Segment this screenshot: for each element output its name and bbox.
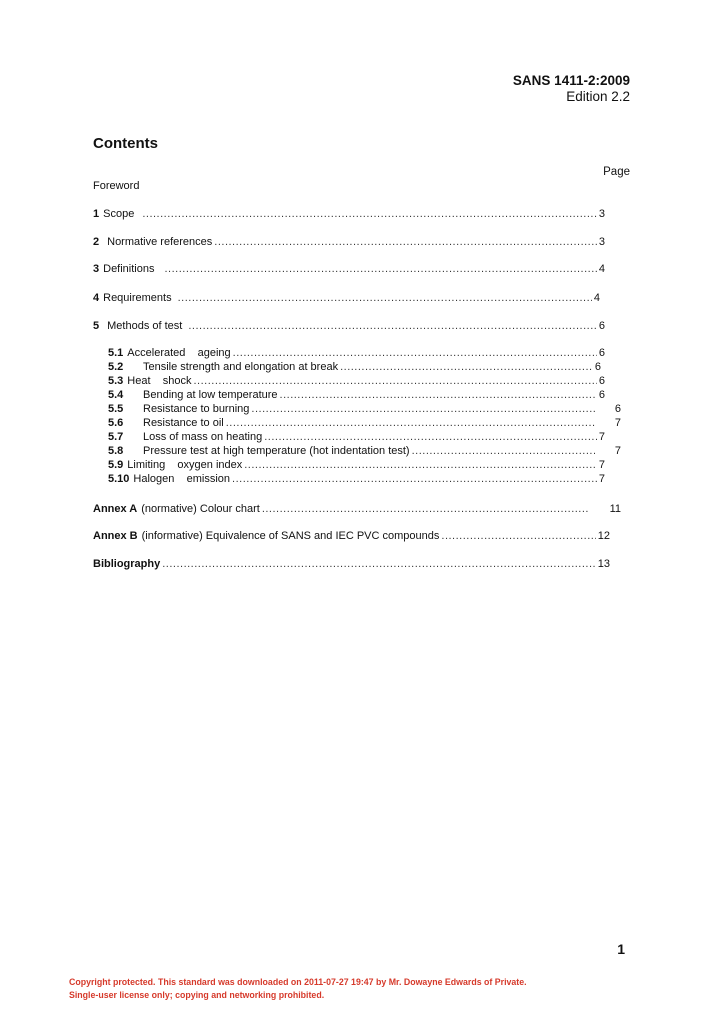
toc-entry-label: Limiting oxygen index bbox=[127, 459, 243, 471]
toc-entry-normative-references[interactable] bbox=[93, 236, 605, 249]
toc-entry-number: 5.3 bbox=[108, 375, 124, 387]
copyright-line-1: Copyright protected. This standard was downloaded on 2011-07-27 19:47 by Mr. Dowayne Edwards of Private. bbox=[69, 977, 527, 987]
toc-entry-page: 6 bbox=[614, 403, 621, 415]
toc-entry-requirements[interactable] bbox=[93, 292, 600, 305]
toc-entry-scope[interactable] bbox=[93, 208, 605, 221]
toc-entry-page: 6 bbox=[598, 375, 605, 387]
leader-dots bbox=[142, 208, 597, 221]
toc-entry-methods-of-test[interactable] bbox=[93, 320, 605, 333]
toc-entry-page: 3 bbox=[598, 208, 605, 220]
toc-subentry-5-7[interactable] bbox=[108, 431, 605, 444]
toc-entry-page: 3 bbox=[598, 236, 605, 248]
toc-entry-label: Halogen emission bbox=[133, 473, 231, 485]
toc-subentry-5-4[interactable] bbox=[108, 389, 605, 402]
leader-dots bbox=[262, 503, 588, 516]
toc-entry-number: 5.9 bbox=[108, 459, 124, 471]
leader-dots bbox=[188, 320, 597, 333]
toc-subentry-5-9[interactable] bbox=[108, 459, 605, 472]
leader-dots bbox=[251, 403, 594, 416]
toc-subentry-5-1[interactable] bbox=[108, 347, 605, 360]
toc-entry-foreword[interactable] bbox=[93, 180, 139, 193]
toc-entry-page: 7 bbox=[598, 431, 605, 443]
toc-subentry-5-3[interactable] bbox=[108, 375, 605, 388]
toc-entry-number: 4 bbox=[93, 292, 100, 304]
leader-dots bbox=[280, 389, 597, 402]
toc-entry-page: 13 bbox=[597, 558, 610, 570]
page-column-label: Page bbox=[603, 166, 630, 178]
leader-dots bbox=[441, 530, 595, 543]
toc-subentry-5-2[interactable] bbox=[108, 361, 601, 374]
toc-entry-page: 4 bbox=[598, 263, 605, 275]
toc-entry-number: 5.7 bbox=[108, 431, 124, 443]
leader-dots bbox=[244, 459, 597, 472]
toc-entry-number: 5.10 bbox=[108, 473, 130, 485]
toc-entry-number: 5 bbox=[93, 320, 100, 332]
toc-entry-label: Normative references bbox=[107, 236, 213, 248]
toc-entry-label: Foreword bbox=[93, 180, 140, 192]
toc-entry-page: 4 bbox=[593, 292, 600, 304]
toc-entry-page: 6 bbox=[594, 361, 601, 373]
toc-entry-page: 7 bbox=[598, 473, 605, 485]
toc-entry-label: Resistance to burning bbox=[143, 403, 250, 415]
toc-entry-number: Annex A bbox=[93, 503, 138, 515]
toc-entry-label: Scope bbox=[103, 208, 135, 220]
toc-subentry-5-8[interactable] bbox=[108, 445, 621, 458]
toc-entry-page: 12 bbox=[597, 530, 610, 542]
leader-dots bbox=[340, 361, 593, 374]
leader-dots bbox=[194, 375, 597, 388]
toc-entry-bibliography[interactable] bbox=[93, 558, 610, 571]
toc-entry-label: Loss of mass on heating bbox=[143, 431, 263, 443]
toc-entry-number: 5.4 bbox=[108, 389, 124, 401]
toc-entry-page: 6 bbox=[598, 389, 605, 401]
toc-entry-page: 6 bbox=[598, 320, 605, 332]
toc-subentry-5-5[interactable] bbox=[108, 403, 621, 416]
toc-entry-label: Accelerated ageing bbox=[127, 347, 231, 359]
toc-subentry-5-10[interactable] bbox=[108, 473, 605, 486]
toc-entry-number: 1 bbox=[93, 208, 100, 220]
toc-entry-number: Bibliography bbox=[93, 558, 161, 570]
toc-entry-label: Resistance to oil bbox=[143, 417, 224, 429]
toc-entry-label: (informative) Equivalence of SANS and IEC PVC compounds bbox=[141, 530, 440, 542]
leader-dots bbox=[232, 473, 597, 486]
toc-entry-annex-a[interactable] bbox=[93, 503, 621, 516]
copyright-line-2: Single-user license only; copying and networking prohibited. bbox=[69, 990, 325, 1000]
leader-dots bbox=[226, 417, 595, 430]
leader-dots bbox=[164, 263, 596, 276]
toc-entry-number: 5.5 bbox=[108, 403, 124, 415]
toc-entry-page: 6 bbox=[598, 347, 605, 359]
toc-entry-page: 7 bbox=[598, 459, 605, 471]
toc-entry-label: Definitions bbox=[103, 263, 155, 275]
toc-entry-label: Methods of test bbox=[107, 320, 183, 332]
leader-dots bbox=[178, 292, 592, 305]
copyright-notice bbox=[69, 976, 527, 1002]
toc-entry-label: Pressure test at high temperature (hot indentation test) bbox=[143, 445, 410, 457]
toc-entry-number: 5.8 bbox=[108, 445, 124, 457]
toc-entry-page: 7 bbox=[614, 445, 621, 457]
toc-entry-annex-b[interactable] bbox=[93, 530, 610, 543]
toc-entry-label: Requirements bbox=[103, 292, 172, 304]
contents-title: Contents bbox=[93, 135, 158, 152]
toc-entry-label: Heat shock bbox=[127, 375, 192, 387]
leader-dots bbox=[162, 558, 596, 571]
toc-entry-number: 3 bbox=[93, 263, 100, 275]
toc-entry-definitions[interactable] bbox=[93, 263, 605, 276]
toc-entry-number: 5.2 bbox=[108, 361, 124, 373]
toc-subentry-5-6[interactable] bbox=[108, 417, 621, 430]
standard-number: SANS 1411-2:2009 bbox=[512, 73, 630, 88]
leader-dots bbox=[214, 236, 597, 249]
toc-entry-page: 7 bbox=[614, 417, 621, 429]
toc-entry-label: Bending at low temperature bbox=[143, 389, 278, 401]
toc-entry-page: 11 bbox=[609, 503, 621, 515]
leader-dots bbox=[412, 445, 595, 458]
toc-entry-number: 2 bbox=[93, 236, 100, 248]
leader-dots bbox=[233, 347, 597, 360]
toc-entry-label: Tensile strength and elongation at break bbox=[143, 361, 339, 373]
toc-entry-label: (normative) Colour chart bbox=[141, 503, 260, 515]
page-number: 1 bbox=[617, 941, 625, 957]
leader-dots bbox=[264, 431, 597, 444]
toc-entry-number: 5.1 bbox=[108, 347, 124, 359]
toc-entry-number: Annex B bbox=[93, 530, 138, 542]
toc-entry-number: 5.6 bbox=[108, 417, 124, 429]
edition-label: Edition 2.2 bbox=[566, 89, 630, 104]
